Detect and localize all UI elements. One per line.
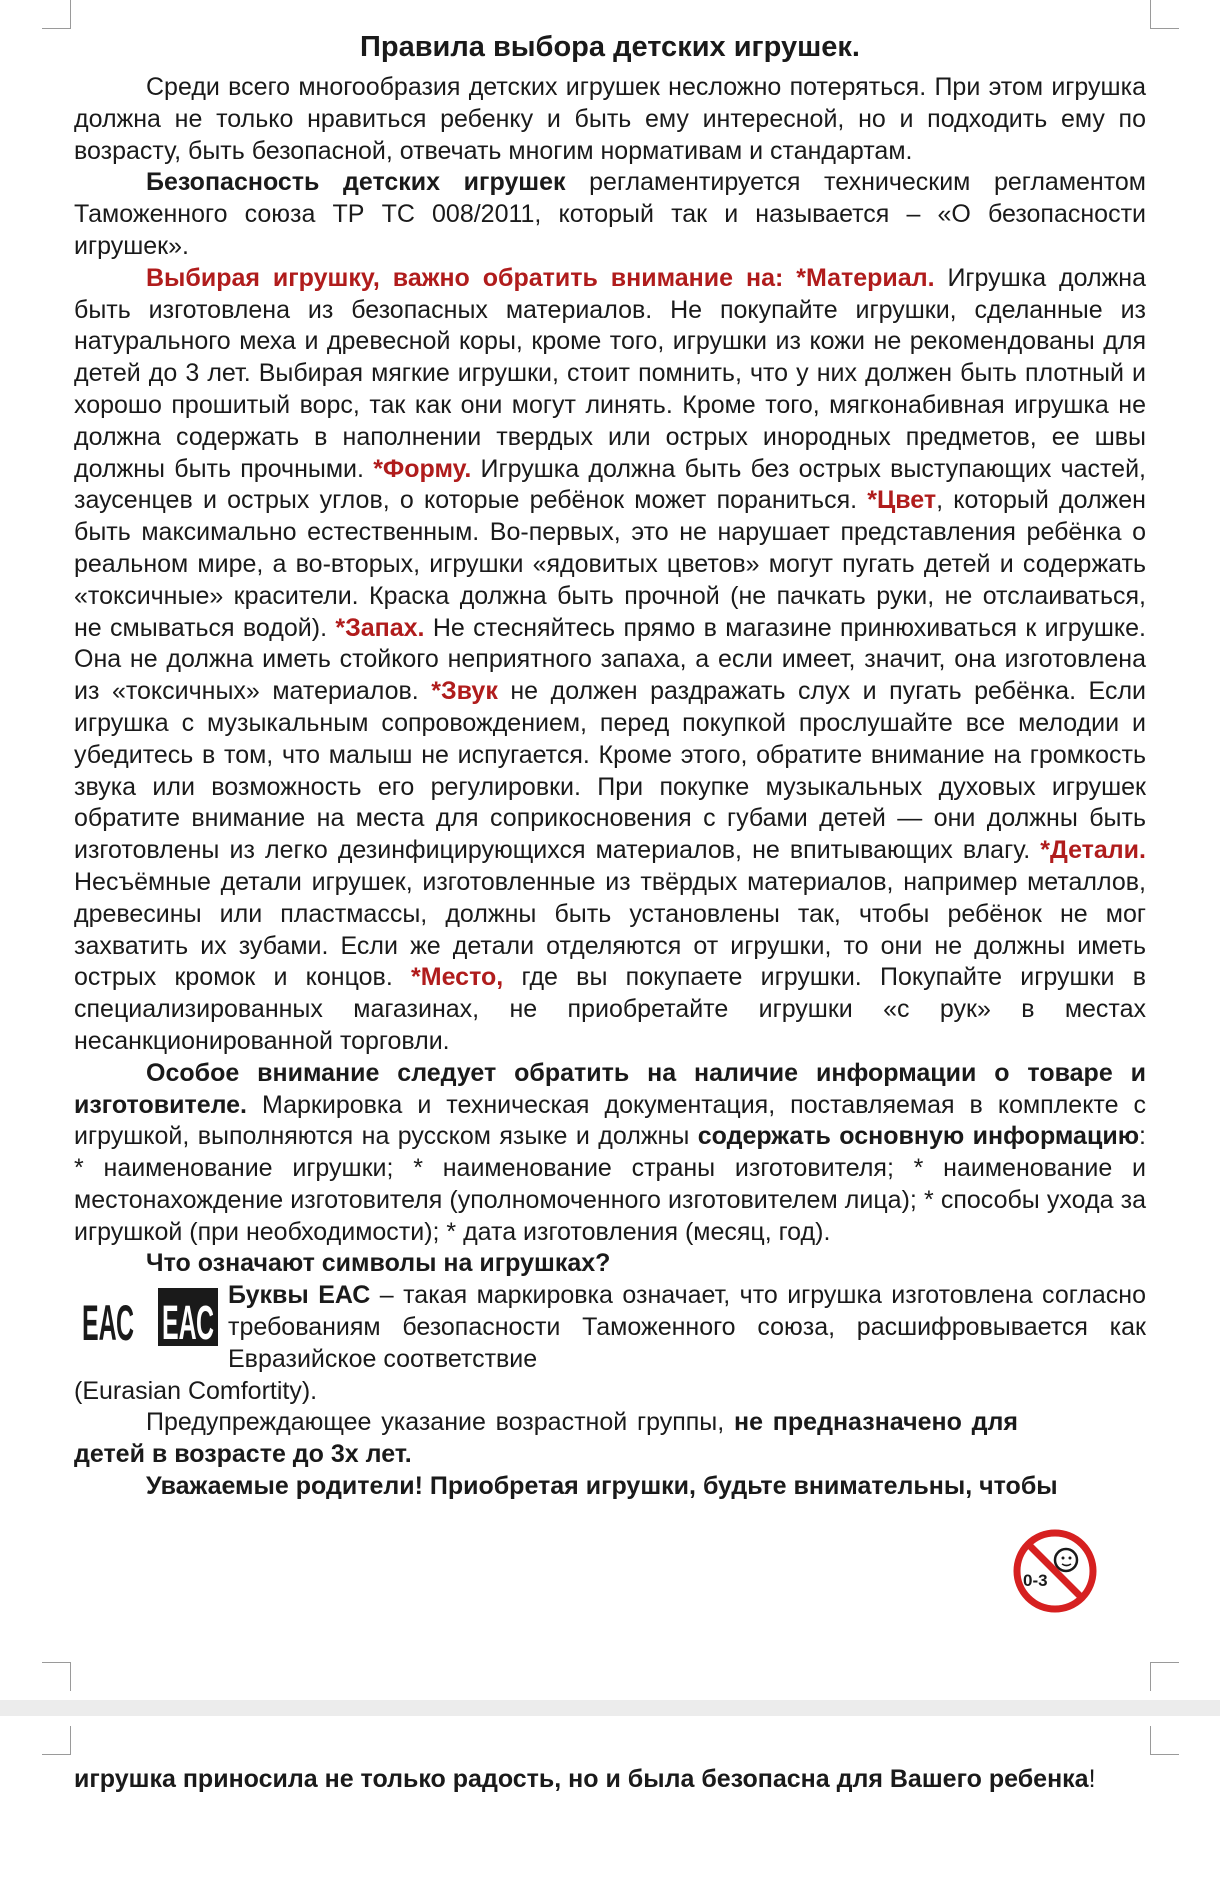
- info-text-2: : * наименование игрушки; * наименование страны изготовителя; * наименование и местонахождение изготовителя (уполномоченного изготовителем лица); * способы ухода за игрушкой (при необходимости); * дата изготовления (месяц, год).: [74, 1122, 1146, 1246]
- form-heading: *Форму.: [373, 454, 472, 483]
- material-text: Игрушка должна быть изготовлена из безопасных материалов. Не покупайте игрушки, сделанные из натурального меха и древесной коры, кроме того, игрушки из кожи не рекомендованы для детей до 3 лет. Выбирая мягкие игрушки, стоит помнить, что у них должен быть плотный и хорошо прошитый ворс, так как они могут линять. Кроме того, мягконабивная игрушка не должна содержать в наполнении твердых или острых инородных предметов, ее швы должны быть прочными.: [74, 263, 1147, 483]
- closing-part-2: [74, 1764, 1146, 1796]
- info-bold-1: Особое внимание следует обратить на наличие информации о товаре и изготовителе.: [74, 1058, 1146, 1119]
- info-bold-2: содержать основную информацию: [697, 1122, 1140, 1151]
- choice-paragraph: [74, 263, 1146, 1058]
- page-corner-mark: [1150, 1662, 1179, 1691]
- sound-text: не должен раздражать слух и пугать ребёнка. Если игрушка с музыкальным сопровождением, перед покупкой прослушайте все мелодии и убедитесь в том, что малыш не испугается. Кроме этого, обратите внимание на громкость звука или возможность его регулировки. При покупке музыкальных духовых игрушек обратите внимание на места для соприкосновения с губами детей — они должны быть изготовлены из легко дезинфицирующихся материалов, не впитывающих влагу.: [74, 677, 1146, 865]
- page-corner-mark: [42, 1662, 71, 1691]
- closing-part-1: Уважаемые родители! Приобретая игрушки, будьте внимательны, чтобы: [146, 1472, 1058, 1501]
- eac-text: – такая маркировка означает, что игрушка изготовлена согласно требованиям безопасности Таможенного союза, расшифровывается как Евразийское соответствие: [228, 1281, 1146, 1373]
- details-heading: *Детали.: [1040, 836, 1146, 865]
- choice-lead: Выбирая игрушку, важно обратить внимание на:: [146, 263, 797, 292]
- eac-description-cont: (Eurasian Comfortity).: [74, 1376, 318, 1405]
- sound-heading: *Звук: [431, 677, 498, 706]
- closing-text: игрушка приносила не только радость, но и была безопасна для Вашего ребенка: [74, 1765, 1089, 1793]
- color-text: , который должен быть максимально естественным. Во-первых, это не нарушает представления ребёнка о реальном мире, а во-вторых, игрушки «ядовитых цветов» могут пугать детей и содержать «токсичные» красители. Краска должна быть прочной (не пачкать руки, не отслаиваться, не смываться водой).: [74, 486, 1146, 642]
- safety-paragraph: [74, 167, 1146, 262]
- age-warning-paragraph: [74, 1407, 1146, 1471]
- document-title: Правила выбора детских игрушек.: [360, 31, 860, 63]
- color-heading: *Цвет: [867, 486, 937, 515]
- age-warning-text: Предупреждающее указание возрастной группы,: [146, 1408, 735, 1437]
- safety-text: регламентируется техническим регламентом Таможенного союза ТР ТС 008/2011, который так и называется – «О безопасности игрушек».: [74, 168, 1146, 260]
- page-corner-mark: [1150, 1726, 1179, 1755]
- smell-heading: *Запах.: [335, 613, 425, 642]
- page-corner-mark: [42, 0, 71, 29]
- info-text-1: Маркировка и техническая документация, поставляемая в комплекте с игрушкой, выполняются на русском языке и должны: [74, 1090, 1146, 1151]
- details-text: Несъёмные детали игрушек, изготовленные из твёрдых материалов, например металлов, древесины или пластмассы, должны быть установлены так, чтобы ребёнок не мог захватить их зубами. Если же детали отделяются от игрушки, то они не должны иметь острых кромок и концов.: [74, 867, 1146, 992]
- safety-bold: Безопасность детских игрушек: [146, 168, 566, 197]
- eac-description: [228, 1280, 1146, 1375]
- baby-eye-icon: [1062, 1557, 1065, 1560]
- smell-text: Не стесняйтесь прямо в магазине принюхиваться к игрушке. Она не должна иметь стойкого неприятного запаха, а если имеет, значит, она изготовлена из «токсичных» материалов.: [74, 613, 1146, 706]
- document-body: [74, 32, 1146, 1503]
- eac-mark-inverted: ЕАС: [162, 1297, 214, 1351]
- eac-mark-plain: ЕАС: [82, 1295, 134, 1352]
- place-heading: *Место,: [411, 963, 504, 992]
- place-text: где вы покупаете игрушки. Покупайте игрушки в специализированных магазинах, не приобретайте игрушки «с рук» в местах несанкционированной торговли.: [74, 963, 1146, 1055]
- age-warning-bold: не предназначено для детей в возрасте до 3х лет.: [74, 1408, 1018, 1469]
- page-corner-mark: [1150, 0, 1179, 29]
- eac-section: [74, 1280, 1146, 1407]
- baby-eye-icon: [1069, 1557, 1072, 1560]
- page-corner-mark: [42, 1726, 71, 1755]
- eac-bold: Буквы ЕАС: [228, 1281, 371, 1310]
- age-restriction-icon: [1010, 1526, 1100, 1616]
- closing-end: !: [1088, 1765, 1096, 1793]
- info-paragraph: [74, 1058, 1146, 1249]
- intro-paragraph: Среди всего многообразия детских игрушек несложно потеряться. При этом игрушка должна не только нравиться ребенку и быть ему интересной, но и подходить ему по возрасту, быть безопасной, отвечать многим нормативам и стандартам.: [74, 73, 1146, 165]
- eac-mark-icon: [74, 1286, 224, 1352]
- material-heading: *Материал.: [796, 263, 935, 292]
- form-text: Игрушка должна быть без острых выступающих частей, заусенцев и острых углов, о которые ребёнок может пораниться.: [74, 454, 1146, 515]
- symbols-heading: Что означают символы на игрушках?: [146, 1249, 611, 1278]
- age-icon-label: 0-3: [1023, 1571, 1048, 1590]
- document-page-2: [0, 1716, 1220, 1886]
- document-body-cont: [74, 1764, 1146, 1796]
